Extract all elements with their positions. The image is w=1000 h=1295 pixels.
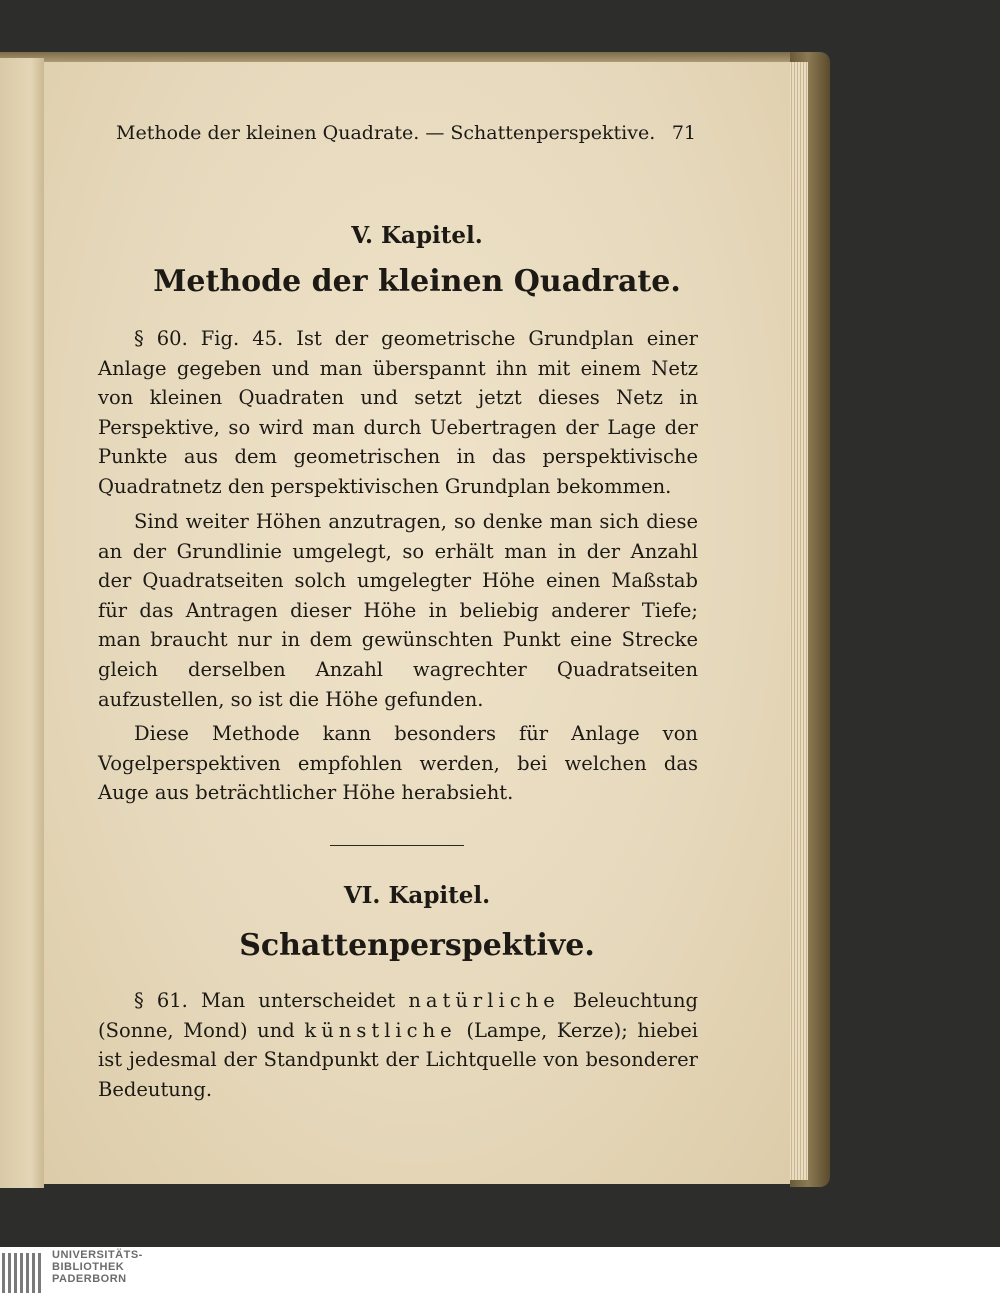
library-footer [0, 1247, 1000, 1295]
chapter-5-title: Methode der kleinen Quadrate. [153, 264, 681, 299]
running-head-title: Methode der kleinen Quadrate. — Schattenperspektive. [116, 122, 656, 144]
paragraph-bird-perspective: Diese Methode kann besonders für Anlage von Vogelperspektiven empfohlen werden, bei welchen das Auge aus beträchtlicher Höhe herabsieht. [98, 722, 698, 805]
paragraph-61-start: § 61. Man unterscheidet [134, 989, 409, 1012]
paragraph-heights: Sind weiter Höhen anzutragen, so denke man sich diese an der Grundlinie umgelegt, so erhält man in der Anzahl der Quadratseiten solch umgelegter Höhe einen Maßstab für das Antragen dieser Höhe in beliebig anderer Tiefe; man braucht nur in dem gewünschten Punkt eine Strecke gleich derselben Anzahl wagrechter Quadratseiten aufzustellen, so ist die Höhe gefunden. [98, 510, 698, 711]
chapter-6-number: VI. Kapitel. [343, 882, 491, 909]
logo-line-3: PADERBORN [52, 1273, 127, 1285]
emphasis-natural: natürliche [408, 989, 560, 1012]
running-head [116, 122, 696, 144]
logo-line-1: UNIVERSITÄTS- [52, 1249, 143, 1261]
library-logo-text [52, 1249, 143, 1285]
chapter-6-title: Schattenperspektive. [239, 928, 595, 963]
section-divider [330, 845, 464, 846]
library-logo-icon [2, 1253, 46, 1293]
page-number: 71 [671, 122, 696, 144]
paragraph-61-end: (Lampe, Kerze); hiebei ist jedesmal der Standpunkt der Lichtquelle von besonderer Bedeutung. [98, 1018, 698, 1101]
paragraph-60: § 60. Fig. 45. Ist der geometrische Grundplan einer Anlage gegeben und man überspannt ihn mit einem Netz von kleinen Quadraten und setzt jetzt dieses Netz in Perspektive, so wird man durch Uebertragen der Lage der Punkte aus dem geometrischen in das perspektivische Quadratnetz den perspektivischen Grundplan bekommen. [98, 327, 698, 498]
emphasis-artificial: künstliche [304, 1018, 457, 1042]
left-page-edge [0, 58, 44, 1188]
book-page [44, 62, 790, 1184]
paragraph-61 [98, 986, 698, 1104]
chapter-5-number: V. Kapitel. [351, 222, 483, 249]
logo-line-2: BIBLIOTHEK [52, 1261, 125, 1273]
paragraph-61-mid: Beleuchtung (Sonne, Mond) und [98, 989, 698, 1042]
